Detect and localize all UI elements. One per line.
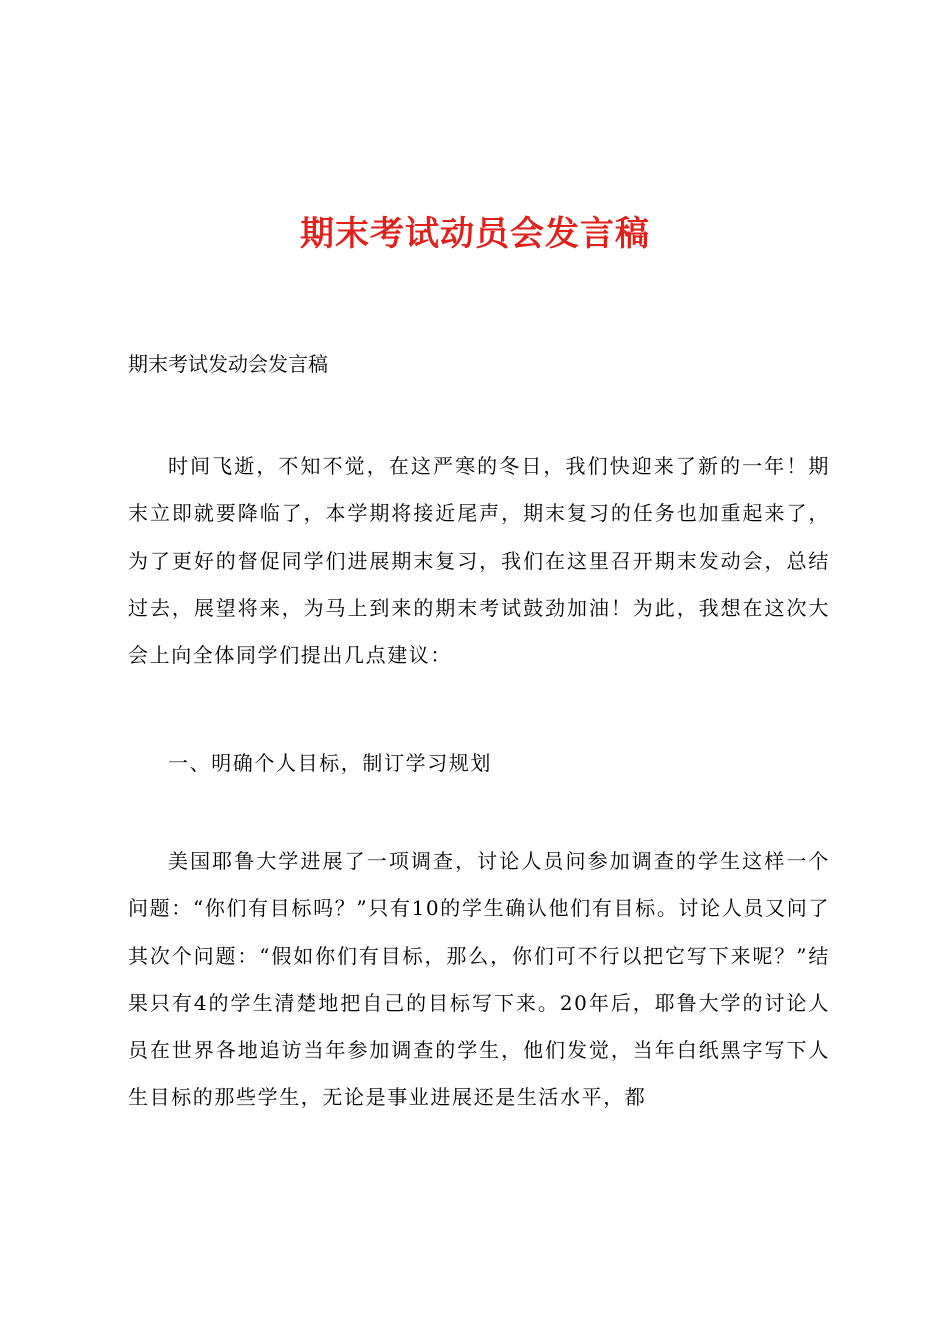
document-title: 期末考试动员会发言稿 [300,214,650,254]
document-subtitle: 期末考试发动会发言稿 [128,352,328,376]
body-paragraph-intro: 时间飞逝，不知不觉，在这严寒的冬日，我们快迎来了新的一年！期末立即就要降临了，本学期将接近尾声，期末复习的任务也加重起来了，为了更好的督促同学们进展期末复习，我们在这里召开期末发动会，总结过去，展望将来，为马上到来的期末考试鼓劲加油！为此，我想在这次大会上向全体同学们提出几点建议： [128,454,830,668]
body-paragraph-yale-survey: 美国耶鲁大学进展了一项调查，讨论人员问参加调查的学生这样一个问题：“你们有目标吗？”只有10的学生确认他们有目标。讨论人员又问了其次个问题：“假如你们有目标，那么，你们可不行以把它写下来呢？”结果只有4的学生清楚地把自己的目标写下来。20年后，耶鲁大学的讨论人员在世界各地追访当年参加调查的学生，他们发觉，当年白纸黑字写下人生目标的那些学生，无论是事业进展还是生活水平，都 [128,849,830,1110]
section-heading-1: 一、明确个人目标，制订学习规划 [168,751,492,775]
